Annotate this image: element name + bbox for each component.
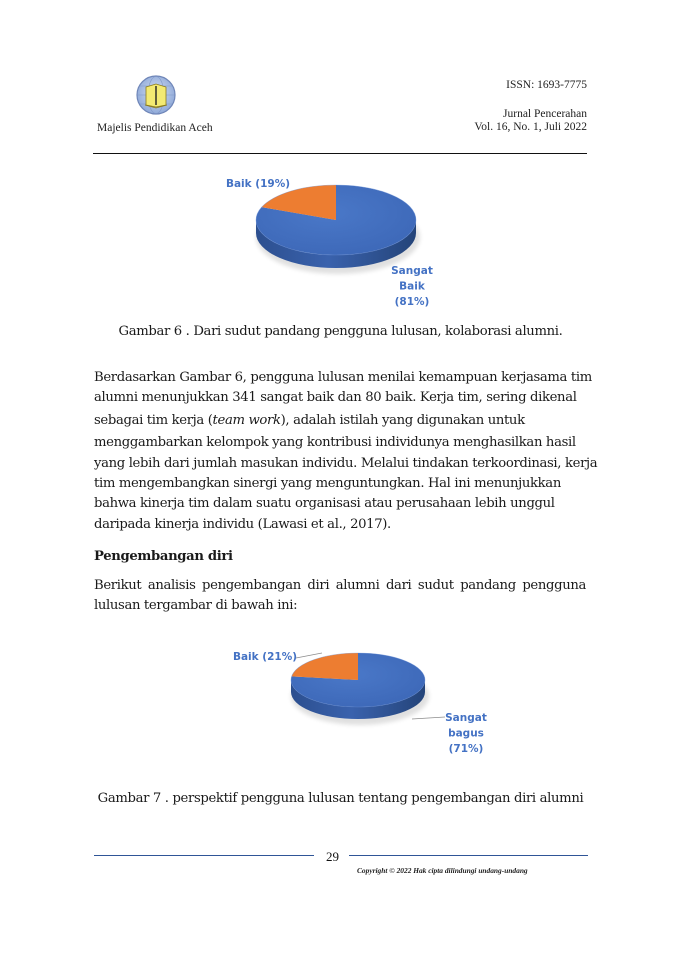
paragraph-line: Berdasarkan Gambar 6, pengguna lulusan menilai kemampuan kerjasama tim (94, 370, 592, 385)
figure7-caption: Gambar 7 . perspektif pengguna lulusan tentang pengembangan diri alumni (97, 791, 584, 806)
paragraph-line: menggambarkan kelompok yang kontribusi individunya menghasilkan hasil (94, 435, 576, 451)
footer-line-left (94, 855, 314, 856)
leader-line (412, 717, 445, 719)
paragraph-line: daripada kinerja individu (Lawasi et al., 2017). (94, 516, 391, 532)
paragraph-line: tim mengembangkan sinergi yang menguntungkan. Hal ini menunjukkan (94, 476, 561, 492)
journal-volume: Vol. 16, No. 1, Juli 2022 (474, 121, 587, 133)
section-intro (94, 576, 586, 616)
paragraph-line: yang lebih dari jumlah masukan individu. Melalui tindakan terkoordinasi, kerja (94, 455, 598, 471)
page-number: 29 (326, 849, 339, 864)
data-label-line: (81%) (394, 296, 430, 308)
text-span: sebagai tim kerja ( (94, 412, 213, 428)
data-label-line: bagus (448, 727, 484, 740)
body-paragraph (94, 368, 598, 535)
italic-term: team work (212, 412, 281, 428)
pie-chart-figure6 (226, 178, 433, 308)
footer-line-right (349, 855, 588, 856)
organization-name: Majelis Pendidikan Aceh (97, 122, 213, 134)
data-label-sangat-bagus (445, 712, 487, 755)
pie-chart-figure7 (233, 651, 487, 755)
data-label-sangat-baik (391, 265, 433, 308)
section-heading: Pengembangan diri (94, 549, 233, 564)
data-label-line: Baik (399, 280, 425, 293)
data-label-line: Baik (19%) (225, 178, 291, 190)
journal-name: Jurnal Pencerahan (503, 108, 587, 120)
intro-text: Berikut analisis pengembangan diri alumni dari sudut pandang pengguna lulusan tergambar di bawah ini: (94, 578, 586, 613)
data-label-line: Baik (21%) (232, 651, 298, 663)
data-label-baik (233, 651, 297, 663)
paragraph-line: alumni menunjukkan 341 sangat baik dan 80 baik. Kerja tim, sering dikenal (94, 390, 577, 406)
data-label-line: (71%) (448, 743, 484, 755)
data-label-baik (226, 178, 290, 190)
issn: ISSN: 1693-7775 (506, 79, 587, 91)
paragraph-line: bahwa kinerja tim dalam suatu organisasi atau perusahaan lebih unggul (94, 496, 555, 512)
figure6-caption: Gambar 6 . Dari sudut pandang pengguna lulusan, kolaborasi alumni. (118, 324, 563, 339)
text-span: ), adalah istilah yang digunakan untuk (280, 412, 525, 428)
copyright-notice: Copyright © 2022 Hak cipta dilindungi undang-undang (357, 866, 528, 875)
paragraph-line (94, 411, 586, 431)
data-label-line: Sangat (391, 265, 433, 277)
data-label-line: Sangat (445, 712, 487, 724)
leader-line (296, 653, 322, 658)
